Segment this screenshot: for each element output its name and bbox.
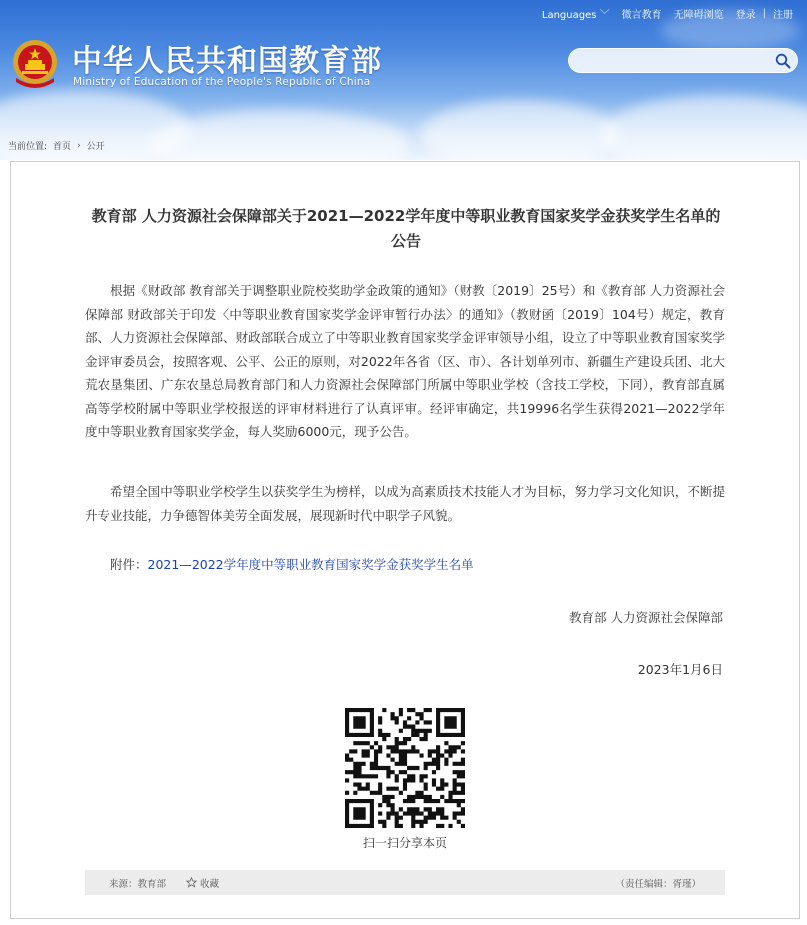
article-paragraph-2: 希望全国中等职业学校学生以获奖学生为榜样，以成为高素质技术技能人才为目标，努力学习文化知识，不断提升专业技能，力争德智体美劳全面发展，展现新时代中职学子风貌。	[85, 484, 725, 523]
source-label: 来源：教育部	[109, 878, 167, 890]
star-icon	[186, 877, 197, 888]
site-header	[0, 0, 807, 160]
publish-date: 2023年1月6日	[637, 662, 723, 677]
signature: 教育部 人力资源社会保障部	[569, 610, 723, 625]
site-title[interactable]: 中华人民共和国教育部	[72, 44, 382, 79]
search-icon[interactable]	[775, 53, 791, 69]
breadcrumb	[8, 139, 105, 152]
breadcrumb-prefix: 当前位置:	[8, 142, 48, 152]
attachment-label: 附件：	[110, 557, 148, 572]
breadcrumb-home[interactable]: 首页	[53, 142, 72, 152]
chevron-right-icon: ›	[77, 140, 81, 151]
attachment-row	[85, 555, 725, 573]
article-title: 教育部 人力资源社会保障部关于2021—2022学年度中等职业教育国家奖学金获奖学生名单的公告	[91, 207, 721, 250]
editor-label: （责任编辑：胥瑾）	[615, 878, 701, 890]
chevron-down-icon: ﹀	[599, 10, 610, 21]
accessible-browse-link[interactable]: 无障碍浏览	[673, 10, 724, 21]
national-emblem-icon[interactable]	[10, 38, 60, 90]
login-link[interactable]: 登录	[735, 10, 756, 21]
search-input[interactable]	[568, 48, 798, 73]
article-container	[10, 161, 800, 919]
weibo-link[interactable]: 微言教育	[621, 10, 662, 21]
register-link[interactable]: 注册	[773, 10, 793, 21]
attachment-link[interactable]: 2021—2022学年度中等职业教育国家奖学金获奖学生名单	[147, 557, 474, 572]
article-footer	[85, 870, 725, 895]
qr-label: 扫一扫分享本页	[362, 836, 447, 850]
site-subtitle: Ministry of Education of the People's Republic of China	[73, 76, 371, 88]
top-nav	[536, 6, 799, 21]
breadcrumb-current[interactable]: 公开	[86, 142, 105, 152]
qr-code-icon	[345, 708, 465, 828]
favorite-button[interactable]: 收藏	[186, 876, 219, 890]
languages-menu[interactable]: Languages ﹀	[541, 10, 610, 21]
article-paragraph-1: 根据《财政部 教育部关于调整职业院校奖助学金政策的通知》（财教〔2019〕25号）和《教育部 人力资源社会保障部 财政部关于印发〈中等职业教育国家奖学金评审暂行办法〉的通知》（教财函〔2019〕104号）规定，教育部、人力资源社会保障部、财政部联合成立了中等职业教育国家奖学金评审领导小组，设立了中等职业教育国家奖学金评审委员会，按照客观、公平、公正的原则，对2022年各省（区、市）、各计划单列市、新疆生产建设兵团、北大荒农垦集团、广东农垦总局教育部门和人力资源社会保障部门所属中等职业学校（含技工学校，下同），教育部直属高等学校附属中等职业学校报送的评审材料进行了认真评审。经评审确定，共19996名学生获得2021—2022学年度中等职业教育国家奖学金，每人奖励6000元，现予公告。	[85, 283, 725, 439]
nav-separator: |	[762, 8, 766, 19]
